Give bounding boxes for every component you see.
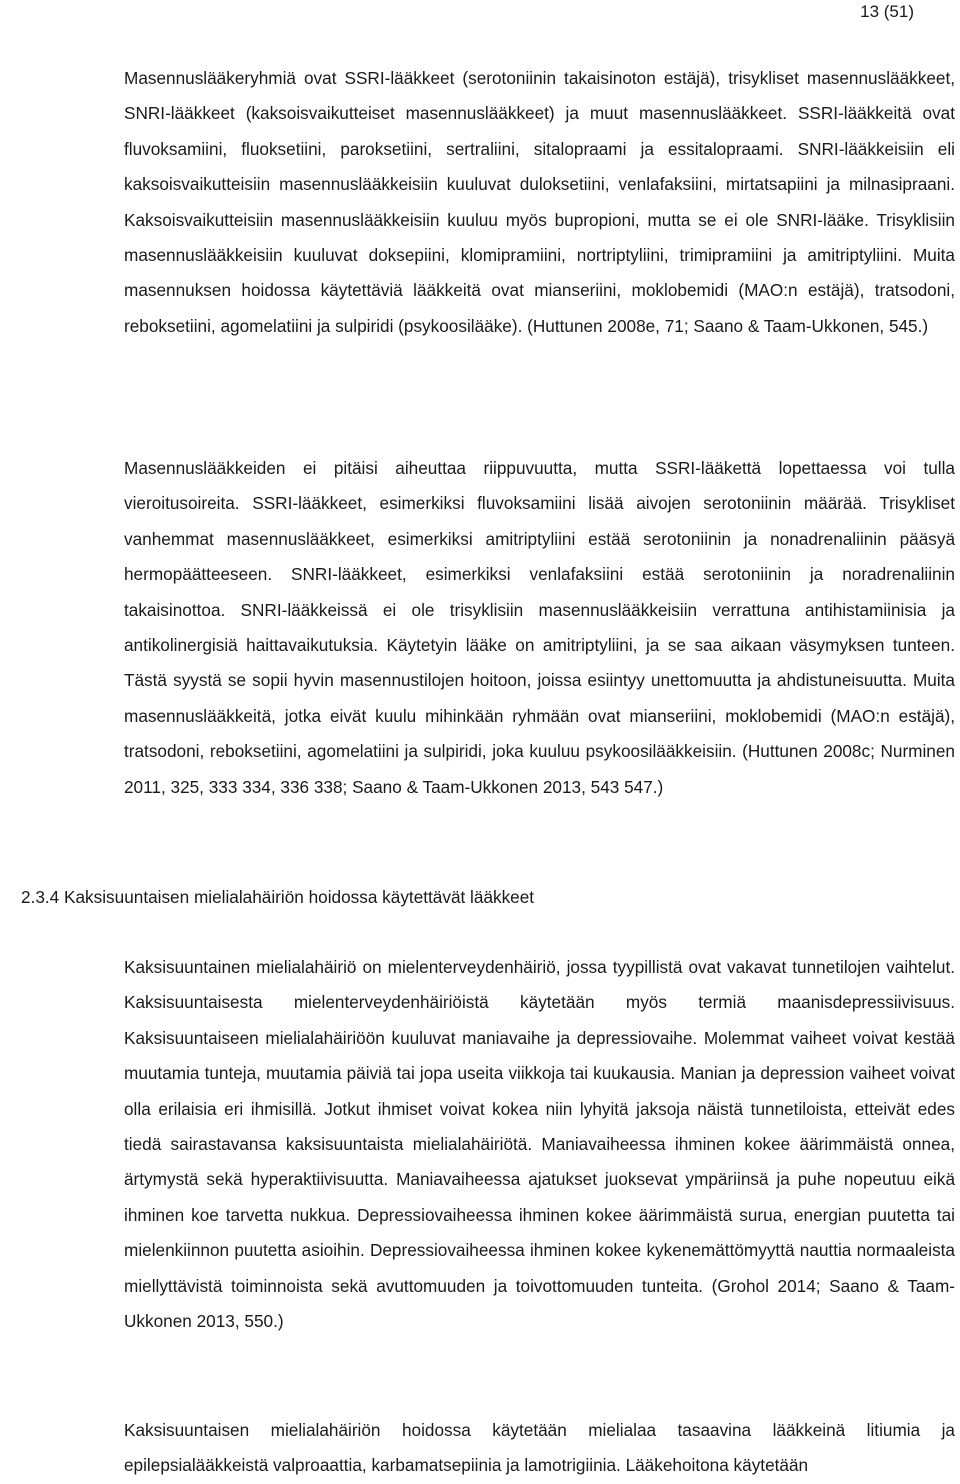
page-number: 13 (51) (860, 2, 914, 21)
section-number: 2.3.4 (21, 887, 60, 907)
section-title: Kaksisuuntaisen mielialahäiriön hoidossa käytettävät lääkkeet (64, 887, 535, 907)
paragraph-antidepressant-groups: Masennuslääkeryhmiä ovat SSRI-lääkkeet (serotoniinin takaisinoton estäjä), trisykliset masennuslääkkeet, SNRI-lääkkeet (kaksoisvaikutteiset masennuslääkkeet) ja muut masennuslääkkeet. SSRI-lääkkeitä ovat fluvoksamiini, fluoksetiini, paroksetiini, sertraliini, sitalopraami ja essitalopraami. SNRI-lääkkeisiin eli kaksoisvaikutteisiin masennuslääkkeisiin kuuluvat duloksetiini, venlafaksiini, mirtatsapiini ja milnasipraani. Kaksoisvaikutteisiin masennuslääkkeisiin kuuluu myös bupropioni, mutta se ei ole SNRI-lääke. Trisyklisiin masennuslääkkeisiin kuuluvat doksepiini, klomipramiini, nortriptyliini, trimipramiini ja amitriptyliini. Muita masennuksen hoidossa käytettäviä lääkkeitä ovat mianseriini, moklobemidi (MAO:n estäjä), tratsodoni, reboksetiini, agomelatiini ja sulpiridi (psykoosilääke). (Huttunen 2008e, 71; Saano & Taam-Ukkonen, 545.) (124, 68, 955, 336)
section-heading (21, 880, 534, 915)
paragraph-bipolar-disorder: Kaksisuuntainen mielialahäiriö on mielenterveydenhäiriö, jossa tyypillistä ovat vakavat tunnetilojen vaihtelut. Kaksisuuntaisesta mielenterveydenhäiriöistä käytetään myös termiä maanisdepressiivisuus. Kaksisuuntaiseen mielialahäiriöön kuuluvat maniavaihe ja depressiovaihe. Molemmat vaiheet voivat kestää muutamia tunteja, muutamia päiviä tai jopa useita viikkoja tai kuukausia. Manian ja depression vaiheet voivat olla erilaisia eri ihmisillä. Jotkut ihmiset voivat kokea niin lyhyitä jaksoja näistä tunnetiloista, etteivät edes tiedä sairastavansa kaksisuuntaista mielialahäiriötä. Maniavaiheessa ihminen kokee äärimmäistä onnea, ärtymystä sekä hyperaktiivisuutta. Maniavaiheessa ajatukset juoksevat ympäriinsä ja puhe nopeutuu eikä ihminen koe tarvetta nukkua. Depressiovaiheessa ihminen kokee äärimmäistä surua, energian puutetta tai mielenkiinnon puutetta asioihin. Depressiovaiheessa ihminen kokee kykenemättömyyttä nauttia normaaleista miellyttävistä toiminnoista sekä avuttomuuden ja toivottomuuden tunteita. (Grohol 2014; Saano & Taam-Ukkonen 2013, 550.) (124, 957, 955, 1332)
paragraph-bipolar-medication: Kaksisuuntaisen mielialahäiriön hoidossa käytetään mielialaa tasaavina lääkkeinä litiumia ja epilepsialääkkeistä valproaattia, karbamatsepiinia ja lamotrigiinia. Lääkehoitona käytetään (124, 1420, 955, 1476)
paragraph-antidepressant-effects: Masennuslääkkeiden ei pitäisi aiheuttaa riippuvuutta, mutta SSRI-lääkettä lopettaessa voi tulla vieroitusoireita. SSRI-lääkkeet, esimerkiksi fluvoksamiini lisää aivojen serotoniinin määrää. Trisykliset vanhemmat masennuslääkkeet, esimerkiksi amitriptyliini estää serotoniinin ja nonadrenaliinin pääsyä hermopäätteeseen. SNRI-lääkkeet, esimerkiksi venlafaksiini estää serotoniinin ja noradrenaliinin takaisinottoa. SNRI-lääkkeissä ei ole trisyklisiin masennuslääkkeisiin verrattuna antihistamiinisia ja antikolinergisiä haittavaikutuksia. Käytetyin lääke on amitriptyliini, ja se saa aikaan väsymyksen tunteen. Tästä syystä se sopii hyvin masennustilojen hoitoon, joissa esiintyy unettomuutta ja ahdistuneisuutta. Muita masennuslääkkeitä, jotka eivät kuulu mihinkään ryhmään ovat mianseriini, moklobemidi (MAO:n estäjä), tratsodoni, reboksetiini, agomelatiini ja sulpiridi, joka kuuluu psykoosilääkkeisiin. (Huttunen 2008c; Nurminen 2011, 325, 333 334, 336 338; Saano & Taam-Ukkonen 2013, 543 547.) (124, 458, 955, 797)
